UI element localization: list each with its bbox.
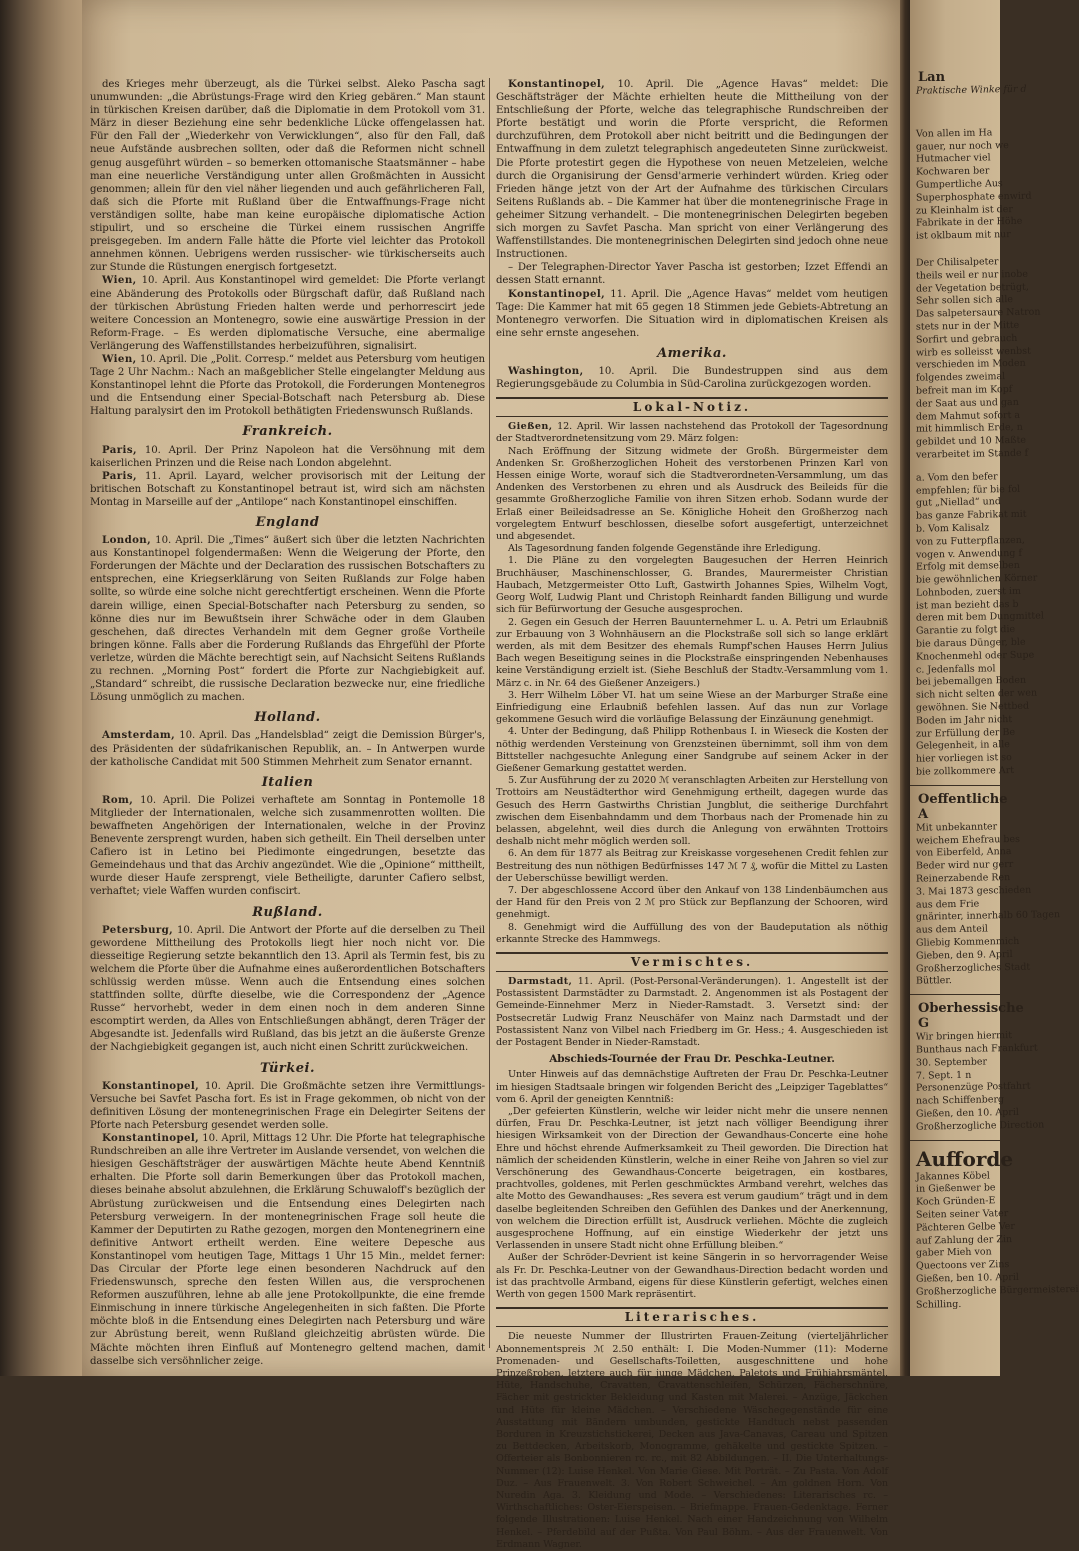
- adjacent-page-line: Bunthaus nach Frankfurt: [915, 1042, 1038, 1056]
- column-divider: [489, 78, 490, 1348]
- adjacent-page-line: gewöhnen. Sie Nettbed: [915, 700, 1030, 714]
- article-paragraph: [496, 288, 888, 340]
- paragraph-text: 10. April. Die Polizei verhaftete am Sonntag in Pontemolle 18 Mitglieder der Internationalen, welche sich zusammenrotten wollten. Die bewaffneten Angehörigen der Internationalen, welche in der Provinz Benevente zersprengt wurden, haben sich getheilt. Ein Theil derselben unter Cafiero ist in Letino bei Piedimonte eingedrungen, besetzte das Gemeindehaus und that das Archiv angezündet. Wie die „Opinione“ mittheilt, wurde dieser Haufe zersprengt, viele Betheiligte, darunter Cafiero selbst, verhaftet; viele Waffen wurden confiscirt.: [90, 794, 485, 898]
- adjacent-page-line: wirb es solleisst wenbst: [915, 345, 1031, 359]
- adjacent-page-line: Großherzogliches Stadt: [915, 961, 1031, 975]
- dateline: Wien,: [102, 352, 137, 365]
- adjacent-page-line: Garantie zu folgt die: [915, 624, 1016, 637]
- paragraph-text: Außer der Schröder-Devrient ist keine Sängerin in so hervorragender Weise als Fr. Dr. Peschka-Leutner von der Gewandhaus-Direction bedacht worden und ist das prachtvolle Armband, eigens für diese Künstlerin gefertigt, welches einen Werth von gegen 1500 Mark repräsentirt.: [496, 1252, 888, 1301]
- boxed-section-heading: Vermischtes.: [496, 952, 888, 972]
- adjacent-page-edge: [910, 0, 1079, 1376]
- adjacent-page-line: Von allen im Ha: [915, 127, 993, 140]
- paragraph-text: 10. April. Die „Polit. Corresp.“ meldet aus Petersburg vom heutigen Tage 2 Uhr Nachm.: Nach an maßgeblicher Stelle eingelangter Meldung aus Konstantinopel lehnt die Pforte das Protokoll, die Forderungen Montenegros und die Entsendung einer Special-Botschaft nach Petersburg ab. Diese Haltung paralysirt den im Protokoll bethätigten Friedenswunsch Rußlands.: [90, 353, 485, 418]
- adjacent-page-line: Fabrikate in der Höhe: [915, 216, 1023, 230]
- paragraph-text: 10. April. Die „Agence Havas“ meldet: Die Geschäftsträger der Mächte erhielten heute die Mittheilung von der Entschließung der Pforte, welche das telegraphische Rundschreiben der Pforte bestätigt und worin die Pforte verspricht, die Reformen durchzuführen, dem Protokoll aber nicht beitritt und die Bedingungen der Entwaffnung in dem zuletzt telegraphisch angedeuteten Sinne zurückweist. Die Pforte protestirt gegen die Hypothese von neuen Metzeleien, welche durch die Organisirung der Gensd'armerie verhindert würden. Krieg oder Frieden hänge jetzt von der Art der Aufnahme des türkischen Circulars Seitens Rußlands ab. – Die Kammer hat über die montenegrinische Frage in geheimer Sitzung verhandelt. – Die montenegrinischen Delegirten begeben sich morgen zu Savfet Pascha. Man spricht von einer Verlängerung des Waffenstillstandes. Die montenegrinischen Delegirten sind jedoch ohne neue Instructionen.: [496, 79, 888, 261]
- paragraph-text: 10. April. Der Prinz Napoleon hat die Versöhnung mit dem kaiserlichen Prinzen und die Reise nach London abgelehnt.: [90, 444, 485, 469]
- adjacent-page-line: c. Jedenfalls mol: [915, 662, 996, 676]
- adjacent-page-line: Quectoons ver Zins: [915, 1259, 1010, 1272]
- paragraph-text: 8. Genehmigt wird die Auffüllung des von der Baudeputation als nöthig erkannte Strecke des Hammwegs.: [496, 921, 888, 945]
- adjacent-page-line: b. Vom Kalisalz: [915, 522, 990, 535]
- dateline: Konstantinopel,: [508, 287, 606, 300]
- adjacent-page-notice-title: Oeffentliche A: [918, 791, 1008, 822]
- paragraph-text: 5. Zur Ausführung der zu 2020 ℳ veranschlagten Arbeiten zur Herstellung von Trottoirs am Neustädterthor wird Genehmigung ertheilt, dagegen wurde das Gesuch des Herrn Gastwirths Christian Jungblut, die seitherige Durchfahrt zwischen dem Eisenbahndamm und dem Thorbaus nach der Promenade hin zu belassen, abgelehnt, weil dies durch die Anlegung von erwähnten Trottoirs deshalb nicht mehr möglich werden soll.: [496, 775, 888, 848]
- adjacent-page-line: Superphosphate enwird: [915, 190, 1032, 204]
- adjacent-page-line: folgendes zweimal: [915, 371, 1006, 384]
- dateline: London,: [102, 534, 152, 547]
- adjacent-page-line: sich nicht selten der wen: [915, 687, 1038, 701]
- section-heading: England: [255, 515, 320, 530]
- paragraph-text: 10. April. Die Großmächte setzen ihre Vermittlungs-Versuche bei Savfet Pascha fort. Es ist in Frage gekommen, ob nicht von der definitiven Lösung der montenegrinischen Frage ein Delegirter Seitens der Pforte nach Petersburg gesendet werden solle.: [90, 1080, 485, 1131]
- adjacent-page-line: Jakannes Köbel: [915, 1169, 991, 1183]
- article-paragraph: [90, 1132, 485, 1368]
- adjacent-page-line: Beder wird nur gerr: [915, 859, 1014, 872]
- paragraph-text: 11. April. Layard, welcher provisorisch mit der Leitung der britischen Botschaft zu Konstantinopel betraut ist, wird sich am nächsten Montag in Marseille auf der „Antilope“ nach Konstantinopel einschiffen.: [90, 470, 485, 508]
- adjacent-page-line: gaber Mieh von: [915, 1246, 992, 1260]
- dateline: Petersburg,: [102, 923, 174, 936]
- dateline: Konstantinopel,: [102, 1079, 200, 1092]
- adjacent-page-line: Kochwaren ber: [915, 165, 990, 178]
- article-paragraph: [496, 848, 888, 885]
- paragraph-text: des Krieges mehr überzeugt, als die Türkei selbst. Aleko Pascha sagt unumwunden: „die Abrüstungs-Frage wird den Krieg gebären.“ Man staunt in türkischen Kreisen darüber, daß die Diplomatie in dem Protokoll vom 31. März in dieser Beziehung eine sehr bedenkliche Lücke offengelassen hat. Für den Fall der „Wiederkehr von Verwicklungen“, also für den Fall, daß neue Aufstände ausbrechen sollten, oder daß die Reformen nicht schnell genug ausgeführt würden – so bemerken ottomanische Staatsmänner – habe man eine neuerliche Verständigung unter allen Großmächten in Aussicht genommen; allein für den viel näher liegenden und auch gefährlicheren Fall, daß sich die Pforte mit Rußland über die Entwaffnungs-Frage nicht verständigen sollte, habe man keine europäische diplomatische Action stipulirt, und so erscheine die Türkei einem russischen Angriffe preisgegeben. Im andern Falle hätte die Pforte viel leichter das Protokoll annehmen können. Uebrigens werden russischer- wie türkischerseits auch zur Stunde die Rüstungen energisch fortgesetzt.: [90, 79, 485, 274]
- adjacent-page-line: Koch Gründen-E: [915, 1195, 996, 1208]
- adjacent-page-line: Der Chilisalpeter: [915, 256, 999, 269]
- adjacent-page-line: Mit unbekannter: [915, 821, 998, 834]
- article-paragraph: [496, 555, 888, 616]
- dateline: Konstantinopel,: [102, 1132, 200, 1145]
- adjacent-page-text-block-6: [910, 1169, 1079, 1312]
- adjacent-page-line: deren mit bem Dungmittel: [915, 610, 1044, 625]
- article-paragraph: [496, 421, 888, 445]
- adjacent-page-line: befreit man im Kopf: [915, 383, 1013, 397]
- adjacent-page-line: Lohnboden, zuerst im: [915, 585, 1022, 599]
- paragraph-text: 10. April. Aus Konstantinopel wird gemeldet: Die Pforte verlangt eine Abänderung des Protokolls oder Bürgschaft dafür, daß Rußland nach der türkischen Abrüstung Frieden halten werde und perhorrescirt jede weitere Concession an Montenegro, sowie eine auswärtige Pression in der Reform-Frage. – Es werden diplomatische Versuche, eine abermalige Verlängerung des Waffenstillstandes herbeizuführen, signalisirt.: [90, 275, 485, 352]
- adjacent-page-line: Sorfirt und gebrauch: [915, 332, 1018, 346]
- paragraph-text: 10. April. Das „Handelsblad“ zeigt die Demission Bürger's, des Präsidenten der südafrikanischen Republik, an. – In Antwerpen wurde der katholische Candidat mit 500 Stimmen Mehrheit zum Senator ernannt.: [90, 730, 485, 768]
- adjacent-page-line: Gelegenheit, in alle: [915, 739, 1010, 753]
- page-gutter: [900, 0, 910, 1376]
- article-paragraph: [496, 726, 888, 775]
- adjacent-page-line: vogen v. Anwendung f: [915, 547, 1023, 561]
- adjacent-page-line: mit himmlisch Erde, n: [915, 422, 1023, 436]
- adjacent-page-line: bas ganze Fabrikat mit: [915, 508, 1027, 522]
- article-paragraph: [496, 1331, 888, 1551]
- right-column: [496, 78, 888, 1550]
- adjacent-page-line: 7. Sept. 1 n: [915, 1069, 972, 1082]
- article-paragraph: [496, 690, 888, 727]
- article-paragraph: [90, 274, 485, 353]
- adjacent-page-line: 30. September: [915, 1056, 988, 1069]
- adjacent-page-text-block-4: [910, 821, 1061, 988]
- paragraph-text: Die neueste Nummer der Illustrirten Frauen-Zeitung (vierteljährlicher Abonnementspreis ℳ 2.50 enthält: I. Die Moden-Nummer (11): Moderne Promenaden- und Gesellschafts-Toiletten, ausgeschnittene und hohe Prinzeßroben, letztere auch für junge Mädchen, Paletots und Frühjahrsmäntel, Hüte, Handschuhe, Cravatten, Cravattenschleifen, Schürzen, Fächerschnüre, Fächer mit gestrickter Bekleidung und Kasten mit Malerei. – Anzüge, Jäckchen und Hüte für kleine Mädchen. – Verschiedene Wäschegegenstände für eine Ausstattung mit Bändern umbunden, gestickte Handtuch nebst passenden Borduren in Kreuzstichstickerei, Decken aus Java-Canavas, Careau und Spitzen zu Bettdecken, Arbeitskorb, Monogramme, gehäkelte und gestickte Spitzen. – Offerteier als Bonbonnieren rc. rc., mit 82 Abbildungen. – II. Die Unterhaltungs-Nummer (12): Luise Henkel. Von Marie Giese. Mit Porträt. – Zu Pasta. Von Adolf Duz. – Aus Frauenwelt. 3. Von Robert Schweichel. – Am goldnen Horn. Von Nuredin Aga. 3. Kleidung und Mode. – Verschiedenes: Literarisches rc. – Wirthschaftliches: Oster-Eierspeisen. – Briefmappe. Frauen-Gedenktage. Ferner folgende Illustrationen: Luise Henkel. Nach einer Handzeichnung von Wilhelm Henkel. – Pferdebild auf der Pußta. Von Paul Böhm. – Aus der Frauenwelt. Von Erdmann Wagner.: [496, 1331, 888, 1550]
- book-binding: [0, 0, 82, 1376]
- dateline: Wien,: [102, 274, 137, 287]
- adjacent-page-line: von Eiberfeld, Anna: [915, 846, 1012, 860]
- adjacent-page-line: Erfolg mit demselben: [915, 560, 1020, 573]
- dateline: Paris,: [102, 443, 137, 456]
- adjacent-page-notice-title-2: Oberhessische G: [918, 1001, 1024, 1032]
- adjacent-page-line: a. Vom den befer: [915, 470, 998, 484]
- adjacent-page-line: weichem Ehefrau bes: [915, 833, 1021, 847]
- adjacent-page-line: Knochenmehl oder Supe: [915, 649, 1035, 663]
- article-paragraph: [90, 534, 485, 704]
- section-heading: Rußland.: [252, 904, 323, 920]
- article-paragraph: [496, 1069, 888, 1106]
- adjacent-page-line: Wir bringen hiermit: [915, 1030, 1013, 1043]
- article-paragraph: [90, 444, 485, 470]
- article-paragraph: [90, 1080, 485, 1132]
- adjacent-page-line: ist oklbaum mit nur: [915, 229, 1011, 242]
- adjacent-page-line: Gieben, den 9. April: [915, 948, 1013, 962]
- article-paragraph: [90, 794, 485, 899]
- adjacent-page-line: Pächteren Gelbe Ver: [915, 1220, 1016, 1234]
- adjacent-page-line: nach Schiffenberg: [915, 1094, 1005, 1107]
- section-heading: Italien: [261, 774, 314, 790]
- adjacent-page-line: auf Zahlung der Zin: [915, 1233, 1013, 1247]
- adjacent-page-line: Gießen, den 10. April: [915, 1106, 1019, 1120]
- adjacent-page-text-block-1: [910, 127, 1032, 243]
- boxed-section-heading: Literarisches.: [496, 1307, 888, 1327]
- adjacent-page-line: bei jebemallgen Boden: [915, 675, 1027, 689]
- adjacent-page-line: Gliebig Kommenmich: [915, 935, 1020, 949]
- adjacent-page-line: Gießen, ben 10. April: [915, 1271, 1019, 1285]
- dateline: Paris,: [102, 469, 137, 482]
- adjacent-page-line: verschieden im Moden: [915, 358, 1026, 372]
- adjacent-page-line: Gumpertliche Aus: [915, 178, 1003, 191]
- adjacent-page-line: bie gewöhnlichen Körner: [915, 572, 1038, 586]
- adjacent-page-notice-title-3: Aufforde: [916, 1146, 1014, 1171]
- article-paragraph: [496, 922, 888, 946]
- adjacent-page-line: gauer, nur noch we: [915, 139, 1009, 153]
- dateline: Amsterdam,: [102, 729, 176, 742]
- article-paragraph: [90, 470, 485, 509]
- paragraph-text: Nach Eröffnung der Sitzung widmete der Großh. Bürgermeister dem Andenken Sr. Großherzoglichen Hoheit des verstorbenen Prinzen Karl von Hessen einige Worte, worauf sich die Stadtverordneten-Versammlung, um das Andenken des Verstorbenen zu ehren und als Ausdruck des Beileids für die gesammte Großherzogliche Familie von ihren Sitzen erhob. Sodann wurde der Erlaß einer Beileidsadresse an Se. Königliche Hoheit den Großherzog nach vorgelegtem Entwurf beschlossen, dieselbe sofort ausgefertigt, unterzeichnet und abgesendet.: [496, 445, 888, 543]
- dateline: Rom,: [102, 793, 134, 806]
- adjacent-page-line: Das salpetersaure Natron: [915, 306, 1041, 320]
- adjacent-page-text-block-3: [910, 470, 1044, 779]
- article-paragraph: [496, 365, 888, 391]
- adjacent-page-text-block-2: [910, 256, 1041, 462]
- adjacent-page-line: verarbeitet im Stande f: [915, 447, 1029, 461]
- paragraph-text: „Der gefeierten Künstlerin, welche wir leider nicht mehr die unsere nennen dürfen, Frau Dr. Peschka-Leutner, ist jetzt nach völliger Beendigung ihrer hiesigen Wirksamkeit von der Direction der Gewandhaus-Concerte eine hohe Ehre und höchst ehrende Aufmerksamkeit zu Theil geworden. Die Direction hat nämlich der scheidenden Künstlerin, welche in einer Reihe von Jahren so viel zur Verschönerung des Gewandhaus-Concerte beigetragen, ein kostbares, prachtvolles, goldenes, mit Perlen geschmücktes Armband verehrt, welches das alte Motto des Gewandhauses: „Res severa est verum gaudium“ trägt und in dem daselbe begleitenden Schreiben den Gefühlen des Dankes und der Anerkennung, von welchem die Direction erfüllt ist, Ausdruck verliehen. Möchte die zugleich ausgesprochene Hoffnung, auf ein einstige Wiederkehr der jetzt uns Verlassenden in unsere Stadt nicht ohne Erfüllung bleiben.“: [496, 1106, 888, 1252]
- adjacent-page-line: hier vorliegen ist so: [915, 752, 1012, 765]
- article-paragraph: [496, 446, 888, 544]
- adjacent-page-line: Personenzüge Postfahrt: [915, 1081, 1031, 1095]
- dateline: Konstantinopel,: [508, 78, 606, 90]
- paragraph-text: 1. Die Pläne zu den vorgelegten Baugesuchen der Herren Heinrich Bruchhäuser, Maschinenschlosser, G. Brandes, Maurermeister Christian Haubach, Metzgermeister Otto Luft, Gastwirth Johannes Spies, Wilhelm Vogt, Georg Wolf, Ludwig Plant und Christoph Reinhardt fanden Billigung und wurde sich für Befürwortung der Gesuche ausgesprochen.: [496, 555, 888, 616]
- adjacent-page-line: von zu Futterpflanzen,: [915, 534, 1025, 548]
- adjacent-page-line: Büttler.: [915, 975, 953, 988]
- boxed-section-heading: Lokal-Notiz.: [496, 397, 888, 417]
- article-paragraph: [90, 78, 485, 274]
- adjacent-page-line: aus dem Frie: [915, 898, 980, 911]
- adjacent-page-line: Großherzogliche Direction: [915, 1119, 1045, 1133]
- adjacent-page-line: in Gießenwer be: [915, 1182, 996, 1196]
- adjacent-page-line: Großherzogliche Bürgermeisterei: [915, 1283, 1079, 1298]
- adjacent-page-line: 3. Mai 1873 geschieden: [915, 884, 1032, 898]
- paragraph-text: Unter Hinweis auf das demnächstige Auftreten der Frau Dr. Peschka-Leutner im hiesigen Stadtsaale bringen wir folgenden Bericht des „Leipziger Tageblattes“ vom 6. April der geneigten Kenntniß:: [496, 1069, 888, 1105]
- adjacent-page-line: Reinerzabende Ren: [915, 872, 1011, 885]
- adjacent-page-line: Schilling.: [915, 1298, 962, 1311]
- adjacent-page-line: Seiten seiner Vater: [915, 1208, 1009, 1221]
- article-paragraph: [496, 1252, 888, 1301]
- left-column: [90, 78, 485, 1367]
- paragraph-text: 4. Unter der Bedingung, daß Philipp Rothenbaus I. in Wieseck die Kosten der nöthig werdenden Versteinung von Grenzsteinen übernimmt, soll ihm von dem Bittsteller nachgesuchte Anlegung einer Sandgrube auf seinem Acker in der Gießener Gemarkung gestattet werden.: [496, 726, 888, 774]
- article-paragraph: [496, 617, 888, 690]
- adjacent-page-text-block-5: [910, 1030, 1045, 1133]
- adjacent-page-line: dem Mahmut sofort a: [915, 409, 1021, 423]
- paragraph-text: 10. April. Die „Times“ äußert sich über die letzten Nachrichten aus Konstantinopel folgendermaßen: Wenn die Weigerung der Pforte, den Forderungen der Mächte und der Declaration des russischen Botschafters zu entsprechen, eine Kriegserklärung von Seiten Rußlands zur Folge haben sollte, so würde eine solche nicht gerechtfertigt erscheinen. Wenn die Pforte darein willige, einen Special-Botschafter nach Petersburg zu senden, so könne dies nur im Bewußtsein ihrer Schwäche oder in dem Glauben geschehen, daß directes Verhandeln mit dem Gegner große Vortheile bringen könne. Falls aber die Forderung Rußlands das Ehrgefühl der Pforte verletze, würden die Mächte berechtigt sein, auf Nachsicht Seitens Rußlands zu rechnen. „Morning Post“ fordert die Pforte zur Nachgiebigkeit auf. „Standard“ schreibt, die russische Declaration bezwecke nur, eine friedliche Lösung unmöglich zu machen.: [90, 535, 485, 704]
- paragraph-text: Als Tagesordnung fanden folgende Gegenstände ihre Erledigung.: [508, 543, 821, 555]
- article-paragraph: [90, 353, 485, 418]
- adjacent-page-line: zur Erfüllung der Be: [915, 726, 1016, 740]
- paragraph-text: 11. April. Die „Agence Havas“ meldet vom heutigen Tage: Die Kammer hat mit 65 gegen 18 Stimmen jede Gebiets-Abtretung an Montenegro verworfen. Die Situation wird in diplomatischen Kreisen als eine sehr ernste angesehen.: [496, 288, 888, 339]
- paragraph-text: 11. April. (Post-Personal-Veränderungen). 1. Angestellt ist der Postassistent Darmstädter zu Darmstadt. 2. Angenommen ist als Postagent der Gemeinde-Einnehmer Merz in Nieder-Ramstadt. 3. Versetzt sind: der Postsecretär Ludwig Franz Neuschäfer von Mainz nach Darmstadt und der Postassistent Nanz von Vilbel nach Friedberg im Gr. Hess.; 4. Ausgeschieden ist der Postagent Bender in Nieder-Ramstadt.: [496, 976, 888, 1049]
- adjacent-page-subheading: Praktische Winke für d: [915, 83, 1027, 97]
- section-heading: Frankreich.: [242, 424, 333, 440]
- paragraph-text: 6. An dem für 1877 als Beitrag zur Kreiskasse vorgesehenen Credit fehlen zur Bestreitung des nun nöthigen Bedürfnisses 147 ℳ 7 ₰, wofür die Mittel zu Lasten der Ueberschüsse bewilligt werden.: [496, 848, 888, 884]
- article-paragraph: [496, 775, 888, 848]
- adjacent-page-line: gnärinter, innerhalb 60 Tagen: [915, 909, 1061, 924]
- article-paragraph: [496, 885, 888, 922]
- paragraph-text: 10. April. Die Bundestruppen sind aus dem Regierungsgebäude zu Columbia in Süd-Carolina zurückgezogen worden.: [496, 365, 888, 391]
- adjacent-page-line: stets nur in der Mitte: [915, 319, 1020, 333]
- dateline: Gießen,: [508, 421, 553, 433]
- article-paragraph: [90, 924, 485, 1055]
- paragraph-text: 10. April, Mittags 12 Uhr. Die Pforte hat telegraphische Rundschreiben an alle ihre Vertreter im Auslande versendet, von welchen die hiesigen Geschäftsträger der auswärtigen Mächte heute Abend Kenntniß erhalten. Die Pforte soll darin Bemerkungen über das Protokoll machen, dieses beinahe absolut abzulehnen, die Erklärung Schuwaloff's bezüglich der Abrüstung zurückweisen und die Entsendung eines Delegirten nach Petersburg verweigern. In der montenegrinischen Frage soll heute die Kammer der Deputirten zu Rathe gezogen, morgen den Montenegrinern eine definitive Antwort ertheilt werden. Eine weitere Depesche aus Konstantinopel vom heutigen Tage, Mittags 1 Uhr 15 Min., meldet ferner: Das Circular der Pforte lege einen besonderen Nachdruck auf den Friedenswunsch, spreche den festen Willen aus, die versprochenen Reformen auszuführen, lehne ab alle jene Protokollpunkte, die eine fremde Einmischung in innere türkische Angelegenheiten in sich faßten. Die Pforte möchte bloß in die Entsendung eines Delegirten nach Petersburg und wäre zur Abrüstung bereit, wenn Rußland gleichzeitig abrüsten würde. Die Mächte möchten ihren Einfluß auf Montenegro geltend machen, damit dasselbe sich versöhnlicher zeige.: [90, 1133, 485, 1367]
- paragraph-text: – Der Telegraphen-Director Yaver Pascha ist gestorben; Izzet Effendi an dessen Statt ernannt.: [496, 262, 888, 287]
- adjacent-page-line: Sehr sollen sich alle: [915, 294, 1014, 308]
- paragraph-text: 3. Herr Wilhelm Löber VI. hat um seine Wiese an der Marburger Straße eine Einfriedigung eine Erlaubniß befehlen lassen. Auf das nun zur Vorlage gekommene Gesuch wird die vorläufige Belassung der Einzäunung genehmigt.: [496, 689, 888, 726]
- section-heading: Amerika.: [657, 345, 727, 361]
- article-paragraph: [496, 78, 888, 261]
- adjacent-page-line: der Saat aus und gan: [915, 396, 1019, 410]
- article-paragraph: [496, 261, 888, 287]
- adjacent-page-line: ist man bezieht das b: [915, 598, 1019, 612]
- dateline: Washington,: [508, 364, 584, 377]
- adjacent-page-line: empfehlen; für bie fol: [915, 483, 1021, 497]
- article-paragraph: [496, 543, 888, 555]
- section-heading: Holland.: [254, 710, 321, 726]
- adjacent-page-line: theils weil er nur inobe: [915, 268, 1029, 282]
- adjacent-page-line: Hutmacher viel: [915, 152, 991, 166]
- paragraph-text: 2. Gegen ein Gesuch der Herren Bauunternehmer L. u. A. Petri um Erlaubniß zur Erbauung von 3 Wohnhäusern an die Plockstraße soll sich so lange erklärt werden, als mit dem Besitzer des ehemals Rumpf'schen Hauses Herrn Julius Bach wegen Beseitigung seines in die Plockstraße einspringenden Nebenhauses keine Verständigung erzielt ist. (Siehe Beschluß der Stadtv.-Versammlung vom 1. März c. in Nr. 64 des Gießener Anzeigers.): [496, 616, 888, 689]
- article-subheading: Abschieds-Tournée der Frau Dr. Peschka-Leutner.: [549, 1053, 835, 1066]
- article-paragraph: [496, 976, 888, 1049]
- dateline: Darmstadt,: [508, 976, 573, 988]
- adjacent-page-line: aus dem Anteil: [915, 923, 988, 936]
- adjacent-page-line: zu Kleinhalm ist der: [915, 203, 1013, 217]
- adjacent-page-line: Boden im Jahr nicht: [915, 713, 1013, 727]
- adjacent-page-line: gut „Niellad“ und: [915, 496, 1002, 509]
- article-paragraph: [90, 729, 485, 768]
- paragraph-text: 12. April. Wir lassen nachstehend das Protokoll der Tagesordnung der Stadtverordnetensitzung vom 29. März folgen:: [496, 421, 888, 445]
- adjacent-page-heading: Lan: [918, 70, 946, 85]
- adjacent-page-line: der Vegetation betrügt,: [915, 281, 1029, 295]
- paragraph-text: 7. Der abgeschlossene Accord über den Ankauf von 138 Lindenbäumchen aus der Hand für den Preis von 2 ℳ pro Stück zur Bepflanzung der Schooren, wird genehmigt.: [496, 884, 888, 921]
- paragraph-text: 10. April. Die Antwort der Pforte auf die derselben zu Theil gewordene Mittheilung des Protokolls liegt hier noch nicht vor. Die diesseitige Regierung setzte bekanntlich den 13. April als Termin fest, bis zu welchem die Pforte über die Aufnahme eines außerordentlichen Botschafters schlüssig werden müsse. Wenn auch die Entsendung eines solchen stattfinden sollte, dürfte dieselbe, wie die Correspondenz der „Agence Russe“ hervorhebt, weder in dem einen noch in dem anderen Sinne escomptirt werden, da Alles von Entschließungen abhängt, deren Träger der Abgesandte ist. Jedenfalls wird Rußland, das bis jetzt an die äußerste Grenze der Nachgiebigkeit gegangen ist, auch nicht einen Schritt zurückweichen.: [90, 924, 485, 1054]
- adjacent-page-line: gebildet und 10 Maßte: [915, 434, 1027, 448]
- article-paragraph: [496, 1106, 888, 1252]
- adjacent-page-line: bie zollkommere Art: [915, 765, 1015, 778]
- section-heading: Türkei.: [259, 1060, 316, 1076]
- adjacent-page-line: bie daraus Dünger, ble: [915, 636, 1026, 650]
